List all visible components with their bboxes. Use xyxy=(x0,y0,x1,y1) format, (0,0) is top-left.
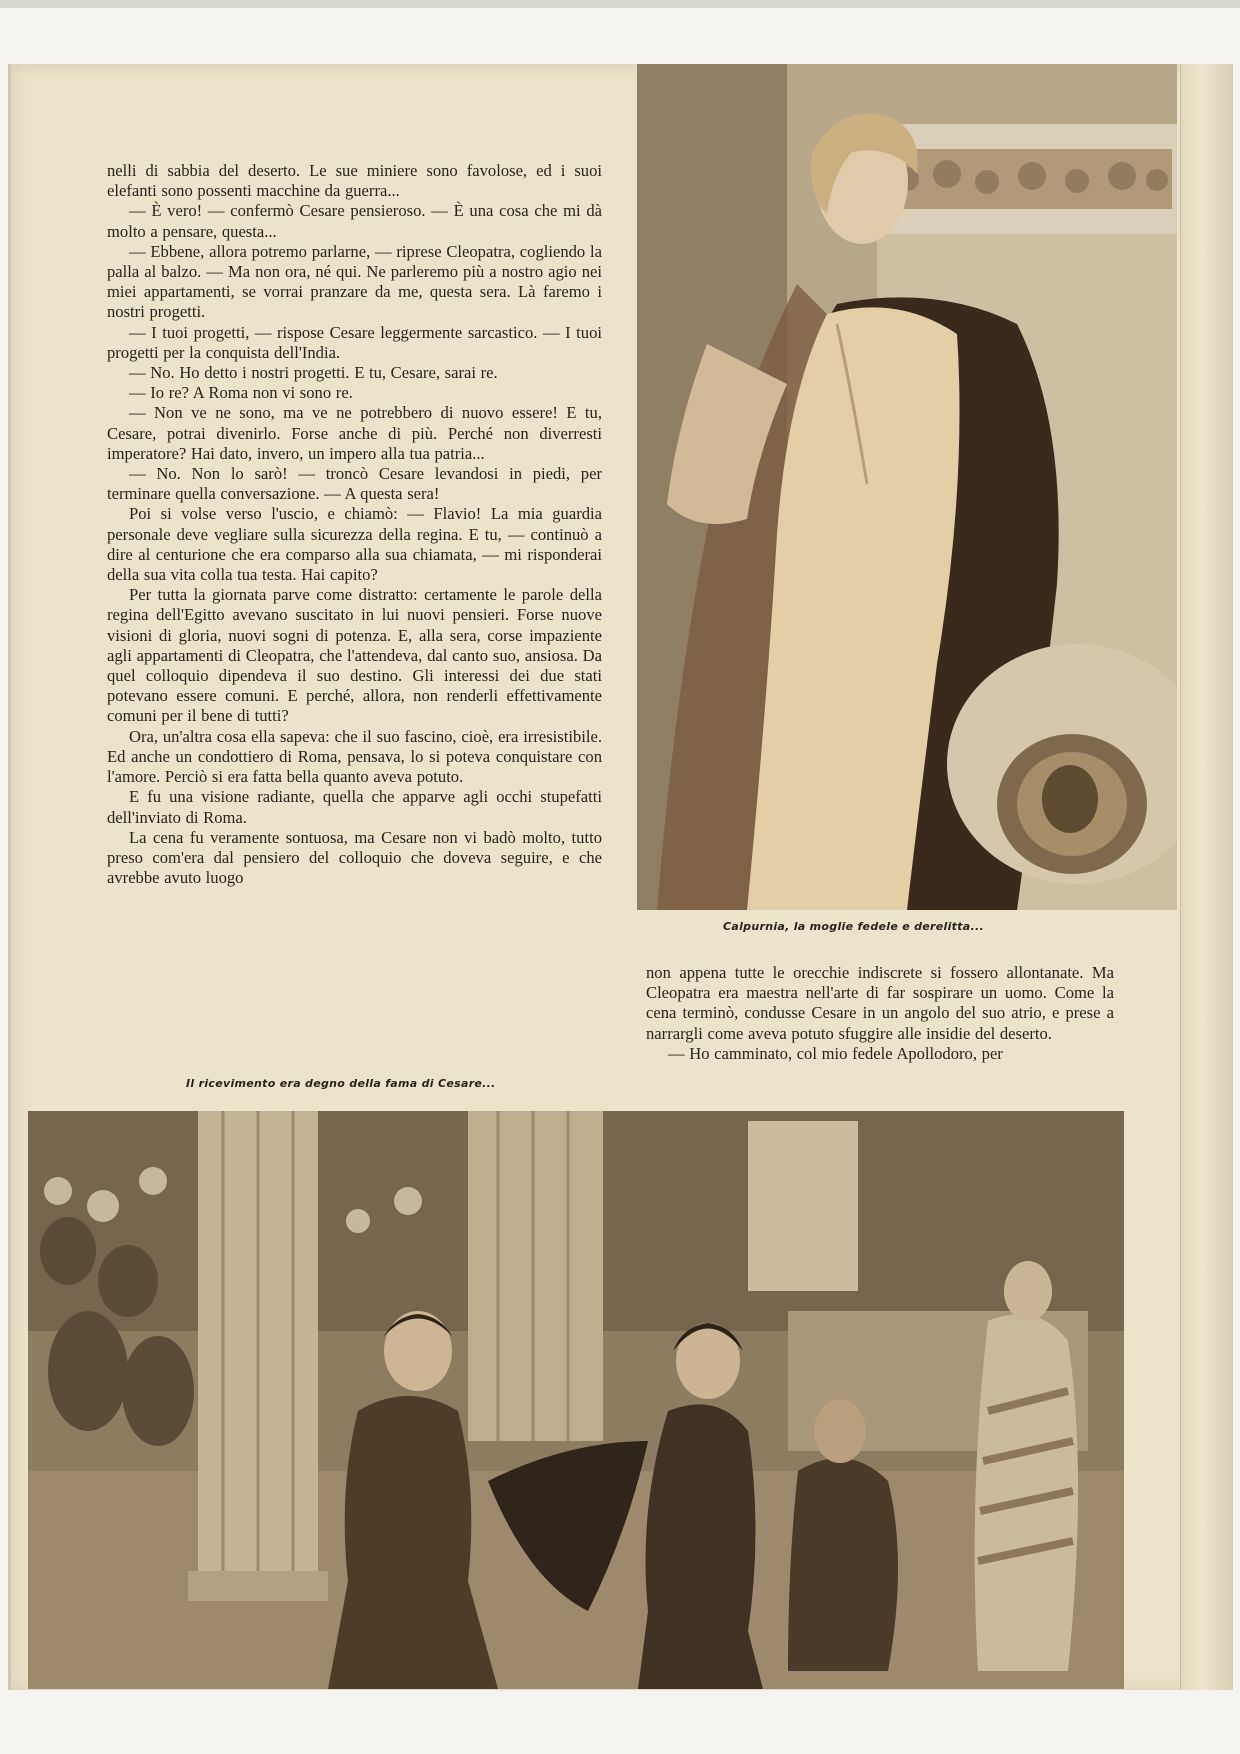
article-paragraph: — Io re? A Roma non vi sono re. xyxy=(129,383,353,403)
page-binding-edge xyxy=(1180,64,1233,1690)
article-paragraph: — Non ve ne sono, ma ve ne potrebbero di nuovo essere! E tu, Cesare, potrai divenirlo. Forse anche di più. Perché non diverresti imperatore? Hai dato, invero, un impero alla tua patria... xyxy=(107,403,602,463)
photo-woman-in-draped-gown xyxy=(637,64,1177,910)
article-paragraph: non appena tutte le orecchie indiscrete si fossero allontanate. Ma Cleopatra era maestra nell'arte di far sospirare un uomo. Come la cena terminò, condusse Cesare in un angolo del suo atrio, e prese a narrargli come aveva potuto sfuggire alle insidie del deserto. xyxy=(646,963,1114,1043)
article-paragraph: — Ho camminato, col mio fedele Apollodoro, per xyxy=(668,1043,1003,1063)
article-right-column xyxy=(646,963,1114,1064)
caption-banquet: Il ricevimento era degno della fama di Cesare... xyxy=(186,1077,496,1090)
article-paragraph: Per tutta la giornata parve come distratto: certamente le parole della regina dell'Egitto avevano suscitato in lui nuovi pensieri. Forse nuove visioni di gloria, nuovi sogni di potenza. E, alla sera, corse impaziente agli appartamenti di Cleopatra, che l'attendeva, dal canto suo, ansiosa. Da quel colloquio dipendeva il suo destino. Gli interessi dei due stati potevano essere comuni. E perché, allora, non renderli effettivamente comuni per il bene di tutti? xyxy=(107,585,602,726)
article-paragraph: — Ebbene, allora potremo parlarne, — riprese Cleopatra, cogliendo la palla al balzo. — Ma non ora, né qui. Ne parleremo più a nostro agio nei miei appartamenti, se vorrai pranzare da me, questa sera. Là faremo i nostri progetti. xyxy=(107,241,602,322)
article-left-column xyxy=(107,161,602,888)
article-paragraph: nelli di sabbia del deserto. Le sue miniere sono favolose, ed i suoi elefanti sono possenti macchine da guerra... xyxy=(107,161,602,201)
photo-banquet-scene-with-columns xyxy=(28,1111,1124,1689)
article-paragraph: — No. Non lo sarò! — troncò Cesare levandosi in piedi, per terminare quella conversazione. — A questa sera! xyxy=(107,464,602,504)
article-paragraph: — È vero! — confermò Cesare pensieroso. — È una cosa che mi dà molto a pensare, questa... xyxy=(107,201,602,241)
article-paragraph: Ora, un'altra cosa ella sapeva: che il suo fascino, cioè, era irresistibile. Ed anche un condottiero di Roma, pensava, lo si poteva conquistare con l'amore. Perciò si era fatta bella quanto aveva potuto. xyxy=(107,726,602,787)
scanner-edge xyxy=(0,0,1240,8)
article-paragraph: — I tuoi progetti, — rispose Cesare leggermente sarcastico. — I tuoi progetti per la conquista dell'India. xyxy=(107,322,602,362)
article-paragraph: Poi si volse verso l'uscio, e chiamò: — Flavio! La mia guardia personale deve vegliare sulla sicurezza della regina. E tu, — continuò a dire al centurione che era comparso alla sua chiamata, — mi risponderai della sua vita colla tua testa. Hai capito? xyxy=(107,504,602,585)
article-paragraph: E fu una visione radiante, quella che apparve agli occhi stupefatti dell'inviato di Roma. xyxy=(107,787,602,827)
article-paragraph: La cena fu veramente sontuosa, ma Cesare non vi badò molto, tutto preso com'era dal pensiero del colloquio che doveva seguire, e che avrebbe avuto luogo xyxy=(107,827,602,888)
caption-portrait: Calpurnia, la moglie fedele e derelitta... xyxy=(723,920,984,933)
article-paragraph: — No. Ho detto i nostri progetti. E tu, Cesare, sarai re. xyxy=(129,363,498,383)
